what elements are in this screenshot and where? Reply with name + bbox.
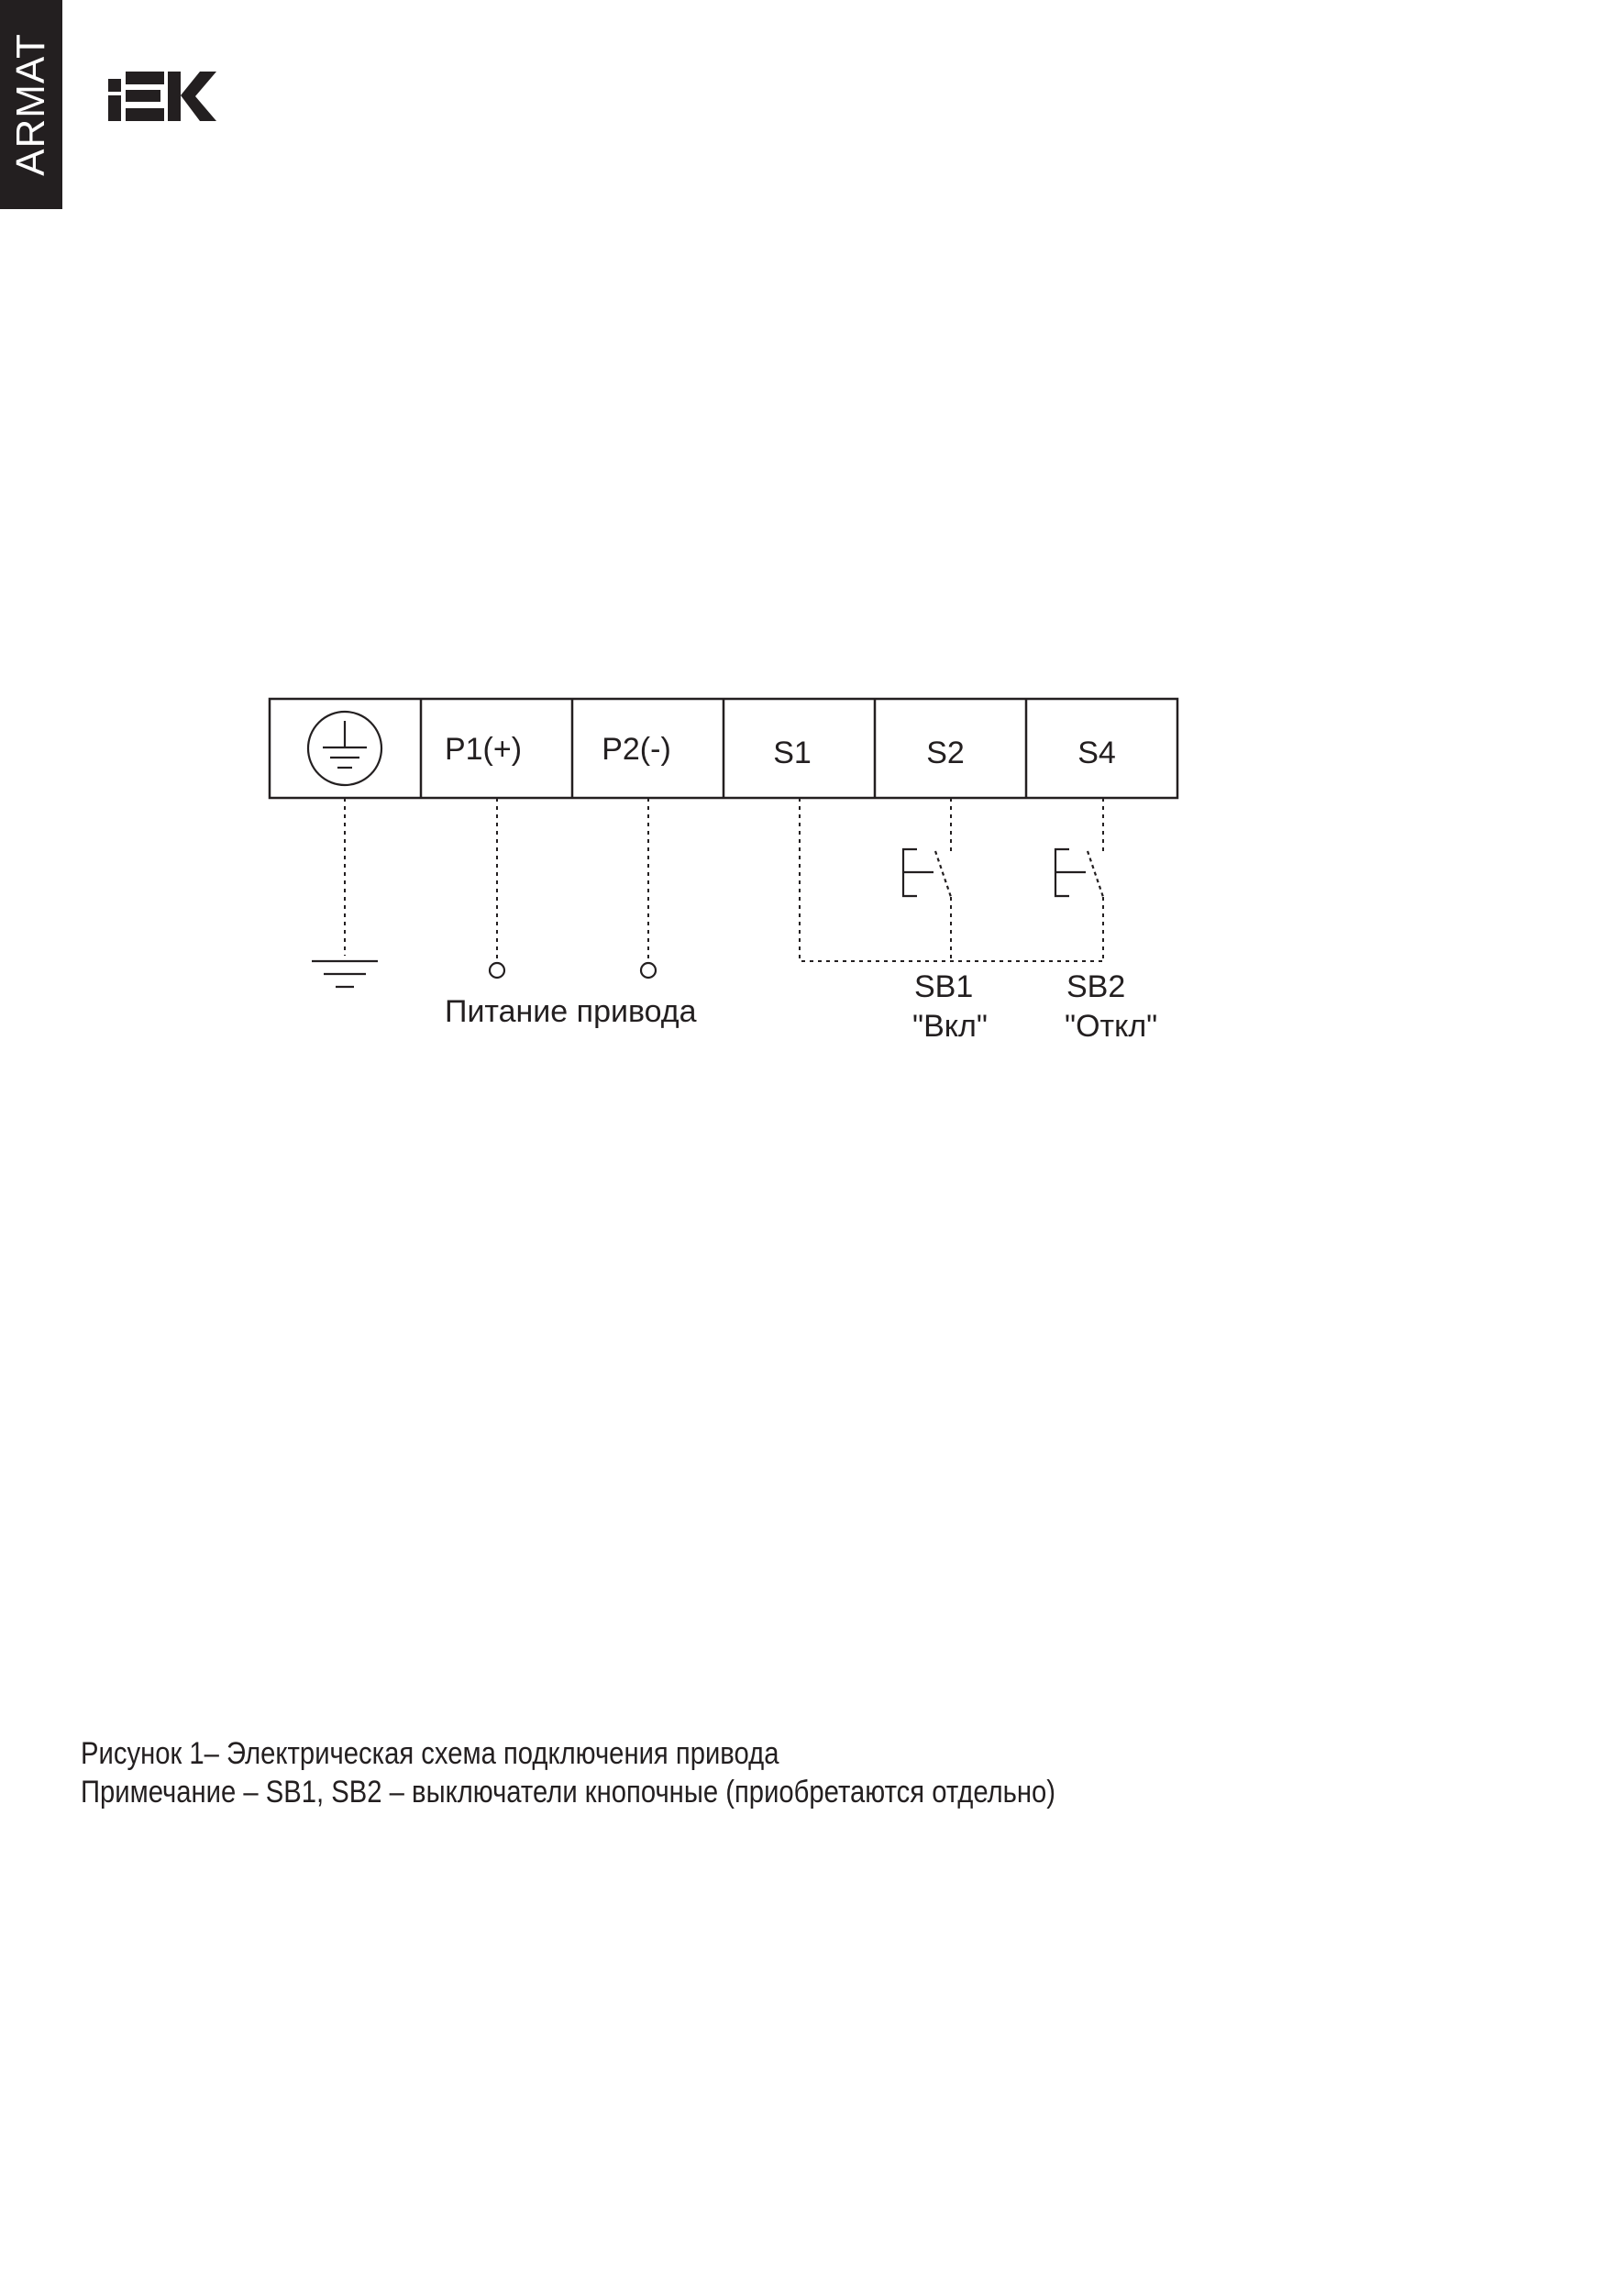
switch-sb2-function: "Откл" (1065, 1009, 1158, 1044)
figure-note: Примечание – SB1, SB2 – выключатели кнопочные (приобретаются отдельно) (81, 1775, 1056, 1810)
terminal-label-s1: S1 (773, 736, 812, 770)
brand-side-label: ARMAT (8, 33, 53, 176)
switch-sb2-name: SB2 (1066, 969, 1126, 1004)
power-terminal-p2-icon (641, 963, 656, 978)
power-terminal-p1-icon (490, 963, 504, 978)
power-supply-label: Питание привода (445, 994, 697, 1029)
switch-sb1-name: SB1 (914, 969, 974, 1004)
figure-caption: Рисунок 1– Электрическая схема подключения привода (81, 1736, 779, 1771)
power-terminal-icons (490, 963, 656, 978)
wires (345, 798, 1103, 963)
s1-common-wire (800, 798, 1103, 961)
terminal-label-p1: P1(+) (444, 732, 523, 767)
terminal-label-s2: S2 (926, 736, 965, 770)
push-button-sb1-icon (903, 849, 951, 897)
ground-symbol-icon (312, 961, 378, 987)
terminal-block (270, 699, 1177, 798)
iek-logo (108, 72, 216, 121)
terminal-label-s4: S4 (1077, 736, 1116, 770)
terminal-label-p2: P2(-) (602, 732, 671, 767)
switch-sb1-function: "Вкл" (912, 1009, 988, 1044)
protective-earth-icon (308, 712, 381, 785)
push-button-sb2-icon (1055, 849, 1103, 897)
